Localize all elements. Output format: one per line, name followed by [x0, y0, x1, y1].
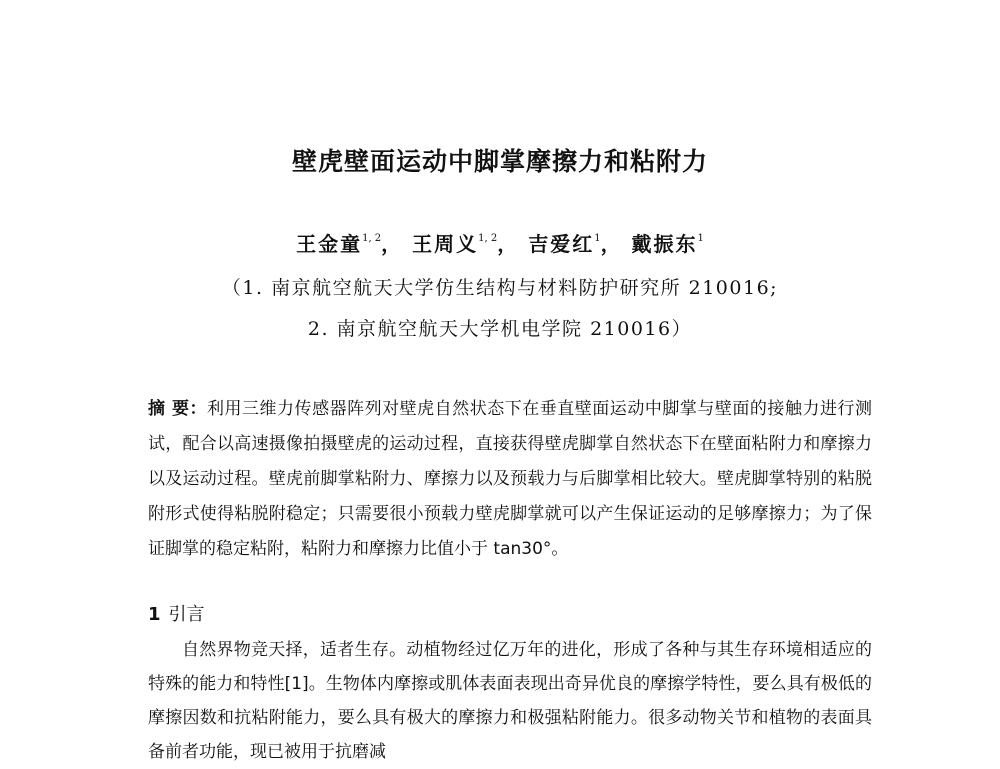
author-affiliation-mark: 1 — [697, 233, 704, 244]
affiliation-line-1: （1. 南京航空航天大学仿生结构与材料防护研究所 210016; — [221, 277, 779, 299]
affiliation-line-2: 2. 南京航空航天大学机电学院 210016） — [307, 318, 693, 340]
author-separator: ， — [497, 232, 520, 256]
section-heading — [148, 600, 205, 626]
abstract — [148, 392, 872, 567]
author-list — [0, 228, 1000, 257]
author-affiliation-mark: 1, 2 — [478, 233, 498, 244]
section-title: 引言 — [168, 604, 205, 625]
author-separator: ， — [600, 232, 623, 256]
body-paragraph: 自然界物竞天择，适者生存。动植物经过亿万年的进化，形成了各种与其生存环境相适应的特殊的能力和特性[1]。生物体内摩擦或肌体表面表现出奇异优良的摩擦学特性，要么具有极低的摩擦因数和抗粘附能力，要么具有极大的摩擦力和极强粘附能力。很多动物关节和植物的表面具备前者功能，现已被用于抗磨减 — [148, 640, 872, 762]
section-number: 1 — [148, 604, 161, 625]
author-affiliation-mark: 1 — [594, 233, 601, 244]
author-name: 吉爱红 — [528, 232, 595, 256]
author-name: 戴振东 — [631, 232, 698, 256]
abstract-text: 利用三维力传感器阵列对壁虎自然状态下在垂直壁面运动中脚掌与壁面的接触力进行测试，配合以高速摄像拍摄壁虎的运动过程，直接获得壁虎脚掌自然状态下在壁面粘附力和摩擦力以及运动过程。壁虎前脚掌粘附力、摩擦力以及预载力与后脚掌相比较大。壁虎脚掌特别的粘脱附形式使得粘脱附稳定；只需要很小预载力壁虎脚掌就可以产生保证运动的足够摩擦力；为了保证脚掌的稳定粘附，粘附力和摩擦力比值小于 tan30°。 — [148, 399, 873, 559]
paper-title: 壁虎壁面运动中脚掌摩擦力和粘附力 — [291, 147, 708, 176]
abstract-label: 摘 要： — [148, 399, 207, 419]
author-affiliation-mark: 1, 2 — [362, 233, 382, 244]
author-name: 王周义 — [412, 232, 479, 256]
author-separator: ， — [381, 232, 404, 256]
author-name: 王金童 — [296, 232, 363, 256]
